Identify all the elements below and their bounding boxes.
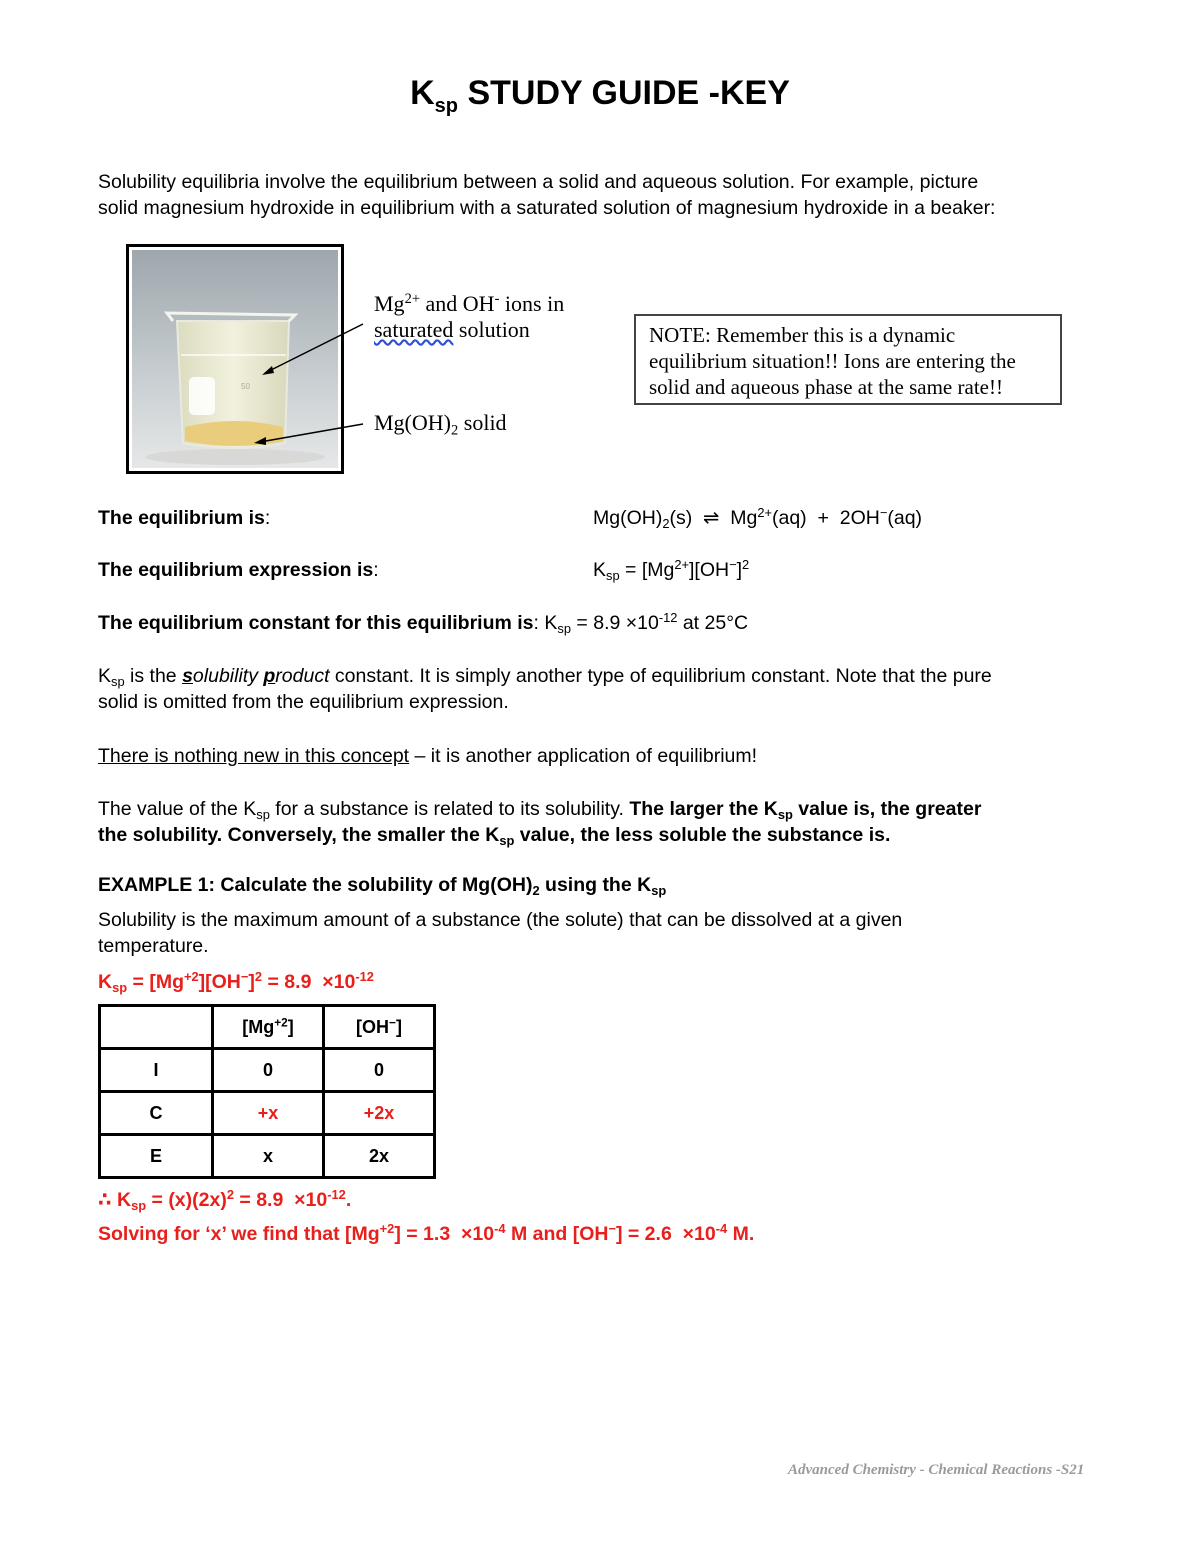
- solid-label-formula: Mg(OH): [374, 410, 451, 435]
- equilibrium-equation: [593, 505, 922, 531]
- constant-line: [98, 610, 748, 636]
- ice-header-oh-a: [OH: [356, 1016, 390, 1037]
- sol-exp: -12: [327, 1186, 346, 1202]
- ions-label-end: ions in: [499, 291, 565, 316]
- solubility-def-line2: temperature.: [98, 935, 209, 957]
- page-title: [0, 74, 1200, 117]
- constant-tail: at 25°C: [677, 612, 749, 634]
- expr-sup2: −: [729, 556, 737, 572]
- ice-cell-mg: 0: [213, 1049, 324, 1092]
- ice-header-mg-sup: +2: [274, 1014, 288, 1029]
- ice-header-oh-b: ]: [395, 1016, 402, 1037]
- arrow-head-solid: [254, 437, 266, 445]
- ions-label-sup2: -: [494, 291, 500, 308]
- constant-ksub: sp: [557, 620, 571, 636]
- ice-header-blank: [100, 1006, 213, 1049]
- ice-header-row: [100, 1006, 435, 1049]
- ice-cell-oh: +2x: [324, 1092, 435, 1135]
- ice-header-mg-a: [Mg: [242, 1016, 275, 1037]
- table-row: [100, 1135, 435, 1178]
- ice-table: [98, 1004, 436, 1179]
- constant-value: = 8.9 ×10: [571, 612, 659, 634]
- nothing-new-underlined: There is nothing new in this concept: [98, 745, 410, 767]
- value-s2: sp: [777, 806, 793, 822]
- expr-sup1: 2+: [674, 556, 690, 572]
- red-a: = [Mg: [127, 971, 184, 993]
- def-t1: is the: [124, 665, 183, 687]
- eq-part-d: (aq): [887, 507, 923, 529]
- intro-paragraph: [98, 169, 1108, 221]
- sol-c: .: [345, 1189, 352, 1211]
- equilibrium-label: [98, 505, 270, 531]
- beaker-mark: 50: [241, 382, 250, 391]
- intro-line1: Solubility equilibria involve the equilibrium between a solid and aqueous solution. For example, picture: [98, 171, 979, 193]
- expr-b: ][OH: [689, 559, 730, 581]
- eq-sup: 2+: [757, 504, 772, 520]
- page-footer: Advanced Chemistry - Chemical Reactions -S21: [788, 1462, 1085, 1478]
- expression-label: [98, 557, 379, 583]
- ice-cell-oh: 2x: [324, 1135, 435, 1178]
- constant-colon: :: [533, 612, 539, 634]
- sol-b: = 8.9 ×10: [233, 1189, 328, 1211]
- ions-label-sup: 2+: [404, 291, 421, 308]
- eq-part-a: Mg(OH): [593, 507, 663, 529]
- sol2-a: Solving for ‘x’ we find that [Mg: [98, 1223, 380, 1245]
- red-k: K: [98, 971, 113, 993]
- table-row: [100, 1092, 435, 1135]
- eq-sup2: −: [879, 504, 888, 520]
- arrow-line-solid: [260, 424, 363, 442]
- red-ksp-expression: [98, 969, 374, 995]
- example-heading-sub2: sp: [651, 882, 667, 898]
- sol-a: = (x)(2x): [146, 1189, 227, 1211]
- ions-label-solution: solution: [453, 317, 530, 342]
- intro-line2: solid magnesium hydroxide in equilibrium with a saturated solution of magnesium hydroxide in a beaker:: [98, 197, 996, 219]
- example-heading: [98, 872, 666, 898]
- sol-ksub: sp: [131, 1197, 147, 1213]
- title-k: K: [410, 74, 435, 112]
- title-rest: STUDY GUIDE -KEY: [458, 74, 790, 112]
- red-sup2: −: [240, 968, 249, 984]
- expression-formula: [593, 557, 749, 583]
- expression-label-text: The equilibrium expression is: [98, 559, 374, 581]
- def-line2: solid is omitted from the equilibrium expression.: [98, 691, 509, 713]
- solid-label-text: solid: [458, 410, 507, 435]
- value-t2: for a substance is related to its solubility.: [269, 798, 630, 820]
- value-b4: value, the less soluble the substance is.: [514, 824, 891, 846]
- value-b2: value is, the greater: [792, 798, 982, 820]
- def-olubility: olubility: [192, 665, 264, 687]
- value-t1: The value of the K: [98, 798, 257, 820]
- value-b3: the solubility. Conversely, the smaller the K: [98, 824, 500, 846]
- example-heading-b: using the K: [539, 874, 652, 896]
- expr-c: ]: [736, 559, 743, 581]
- ions-label: [374, 291, 564, 343]
- ice-cell-mg: +x: [213, 1092, 324, 1135]
- eq-sub: 2: [662, 515, 670, 531]
- def-p-letter: p: [263, 665, 276, 687]
- example-heading-sub: 2: [532, 882, 540, 898]
- sol2-e: M.: [727, 1223, 755, 1245]
- ions-label-oh: and OH: [420, 291, 495, 316]
- def-k: K: [98, 665, 112, 687]
- expression-colon: :: [373, 559, 379, 581]
- sol-therefore: ∴ K: [98, 1189, 132, 1211]
- def-t2: constant. It is simply another type of equilibrium constant. Note that the pure: [329, 665, 992, 687]
- red-ksub: sp: [112, 979, 128, 995]
- ice-header-mg: [213, 1006, 324, 1049]
- note-box: NOTE: Remember this is a dynamic equilibrium situation!! Ions are entering the solid and aqueous phase at the same rate!!: [634, 314, 1062, 405]
- sol2-sup4: -4: [715, 1220, 728, 1236]
- example-heading-a: EXAMPLE 1: Calculate the solubility of Mg(OH): [98, 874, 533, 896]
- def-roduct: roduct: [275, 665, 330, 687]
- ions-label-mg: Mg: [374, 291, 405, 316]
- sol-sup: 2: [226, 1186, 234, 1202]
- ice-header-oh: [324, 1006, 435, 1049]
- table-row: [100, 1049, 435, 1092]
- solid-label-sub: 2: [451, 422, 459, 439]
- ice-header-oh-sup: −: [389, 1014, 396, 1029]
- constant-label: The equilibrium constant for this equilibrium is: [98, 612, 534, 634]
- constant-exp: -12: [658, 609, 678, 625]
- constant-k: K: [538, 612, 558, 634]
- ice-cell-oh: 0: [324, 1049, 435, 1092]
- arrow-head-ions: [262, 366, 274, 375]
- ksp-definition: [98, 663, 1108, 715]
- red-b: ][OH: [198, 971, 241, 993]
- pointer-arrows: [240, 300, 380, 460]
- solubility-def-line1: Solubility is the maximum amount of a substance (the solute) that can be dissolved at a given: [98, 909, 903, 931]
- sol2-c: M and [OH: [505, 1223, 609, 1245]
- red-c: ]: [248, 971, 255, 993]
- expr-a: = [Mg: [619, 559, 675, 581]
- ice-row-label: E: [100, 1135, 213, 1178]
- def-s-letter: s: [182, 665, 193, 687]
- sol2-d: ] = 2.6 ×10: [615, 1223, 716, 1245]
- equilibrium-label-text: The equilibrium is: [98, 507, 265, 529]
- sol2-sup3: −: [608, 1220, 616, 1236]
- solubility-definition: [98, 907, 1108, 959]
- red-d: = 8.9 ×10: [262, 971, 356, 993]
- def-ksub: sp: [111, 673, 125, 689]
- sol2-b: ] = 1.3 ×10: [394, 1223, 495, 1245]
- red-sup1: +2: [183, 968, 199, 984]
- expr-ksub: sp: [606, 567, 620, 583]
- red-sup3: 2: [254, 968, 263, 984]
- ice-header-mg-b: ]: [287, 1016, 294, 1037]
- expr-sup3: 2: [742, 556, 750, 572]
- red-sup4: -12: [355, 968, 374, 984]
- ice-row-label: I: [100, 1049, 213, 1092]
- eq-part-c: (aq) + 2OH: [772, 507, 880, 529]
- sol2-sup1: +2: [379, 1220, 395, 1236]
- equilibrium-colon: :: [264, 507, 271, 529]
- nothing-new-line: [98, 743, 757, 769]
- expr-k: K: [593, 559, 607, 581]
- value-s3: sp: [499, 832, 515, 848]
- value-b1: The larger the K: [629, 798, 778, 820]
- solution-line2: [98, 1221, 754, 1247]
- sol2-sup2: -4: [494, 1220, 506, 1236]
- ice-row-label: C: [100, 1092, 213, 1135]
- ions-label-saturated: saturated: [374, 317, 454, 342]
- value-s1: sp: [256, 806, 270, 822]
- arrow-line-ions: [265, 324, 363, 373]
- eq-part-b: (s) ⇌ Mg: [669, 507, 758, 529]
- value-paragraph: [98, 796, 1108, 848]
- ice-cell-mg: x: [213, 1135, 324, 1178]
- solid-label: [374, 410, 507, 439]
- solution-line1: [98, 1187, 351, 1213]
- title-sub: sp: [434, 95, 459, 117]
- nothing-new-rest: – it is another application of equilibrium!: [409, 745, 758, 767]
